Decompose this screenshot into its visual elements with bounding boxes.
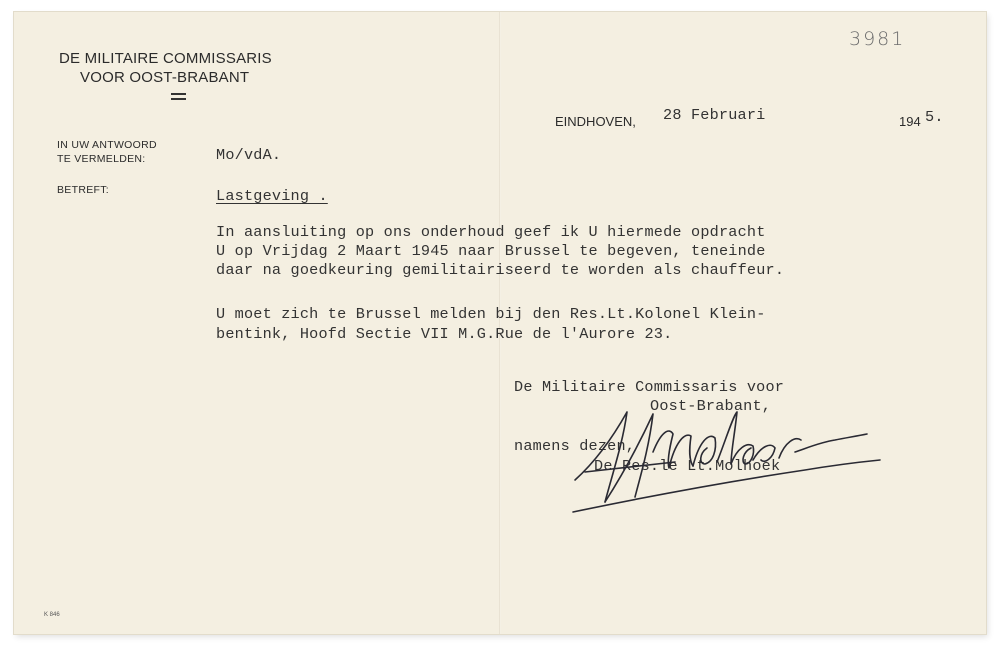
- form-code: K 846: [44, 612, 60, 618]
- letterhead-rule-bottom: [171, 98, 186, 100]
- body-line-2: U op Vrijdag 2 Maart 1945 naar Brussel te begeven, teneinde: [216, 242, 766, 260]
- closing-line-2: Oost-Brabant,: [650, 397, 772, 415]
- letterhead-line-2: VOOR OOST-BRABANT: [80, 69, 250, 86]
- body-line-5: bentink, Hoofd Sectie VII M.G.Rue de l'Aurore 23.: [216, 325, 673, 343]
- handwritten-signature: [565, 402, 885, 522]
- typed-date: 28 Februari: [663, 106, 766, 124]
- closing-line-4: De Res.le Lt.Molhoek: [594, 457, 781, 475]
- paper-fold: [499, 12, 501, 634]
- reference-label-2: TE VERMELDEN:: [57, 153, 146, 165]
- reference-label-1: IN UW ANTWOORD: [57, 139, 157, 151]
- subject-label: BETREFT:: [57, 184, 109, 196]
- closing-line-3: namens dezen,: [514, 437, 636, 455]
- closing-line-1: De Militaire Commissaris voor: [514, 378, 785, 396]
- place-label: EINDHOVEN,: [555, 114, 636, 129]
- body-line-4: U moet zich te Brussel melden bij den Res.Lt.Kolonel Klein-: [216, 305, 766, 323]
- year-digit: 5.: [925, 108, 944, 126]
- letterhead-rule-top: [171, 93, 186, 95]
- archive-number: 3981: [849, 28, 906, 50]
- letterhead-line-1: DE MILITAIRE COMMISSARIS: [59, 50, 272, 67]
- year-prefix: 194: [899, 114, 921, 129]
- body-line-1: In aansluiting op ons onderhoud geef ik U hiermede opdracht: [216, 223, 766, 241]
- reference-value: Mo/vdA.: [216, 146, 282, 164]
- body-line-3: daar na goedkeuring gemilitairiseerd te worden als chauffeur.: [216, 261, 785, 279]
- subject-value: Lastgeving .: [216, 187, 328, 205]
